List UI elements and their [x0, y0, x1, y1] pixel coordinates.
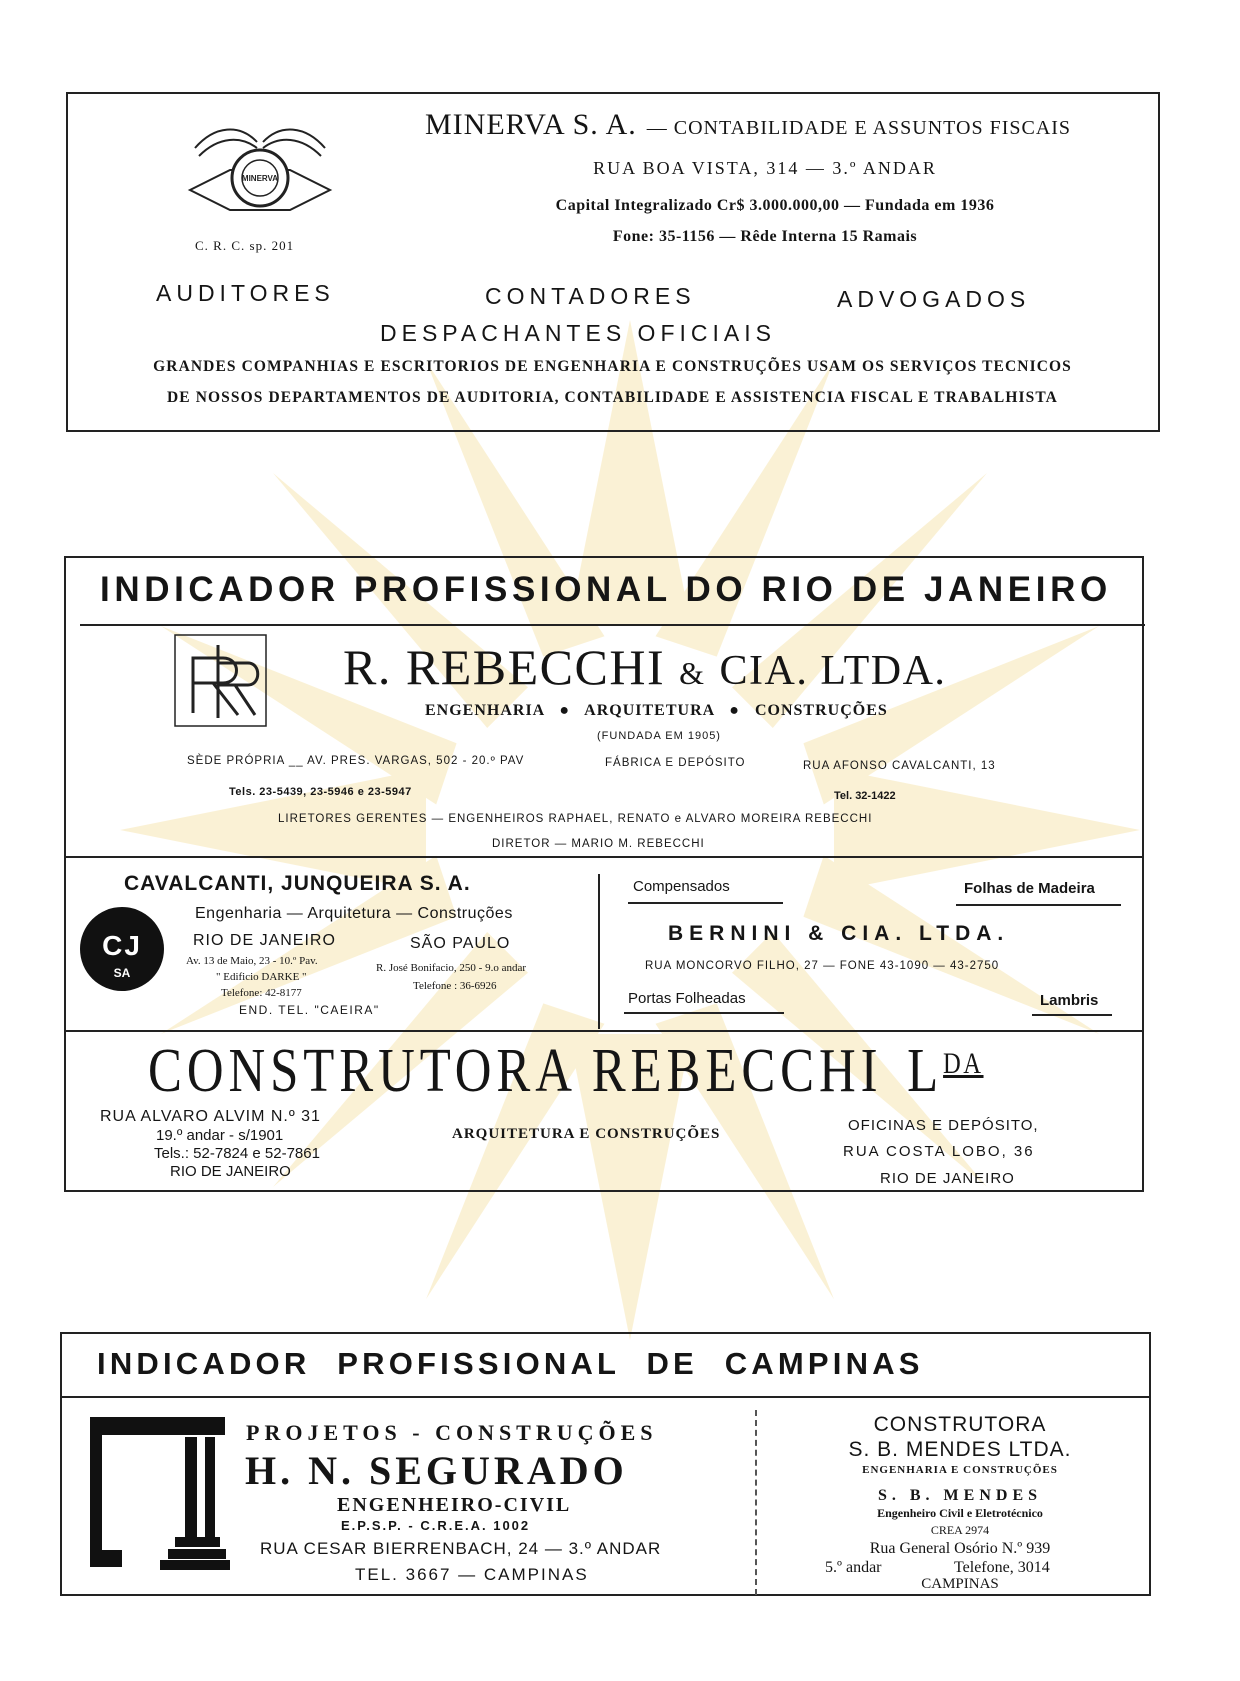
mendes-person: S. B. MENDES [877, 1487, 1043, 1504]
construtora-right-2: RUA COSTA LOBO, 36 [843, 1143, 1035, 1160]
mendes-company: S. B. MENDES LTDA. [848, 1438, 1072, 1461]
mendes-person-title: Engenheiro Civil e Eletrotécnico [877, 1506, 1043, 1520]
rebecchi-fabrica: FÁBRICA E DEPÓSITO [605, 757, 746, 769]
bernini-rule-top-right [956, 904, 1121, 906]
rebecchi-name [343, 638, 946, 696]
rebecchi-diretor: DIRETOR — MARIO M. REBECCHI [492, 838, 705, 850]
mendes-activities: ENGENHARIA E CONSTRUÇÕES [862, 1464, 1058, 1476]
rebecchi-founded: (FUNDADA EM 1905) [597, 730, 721, 742]
cavalcanti-rio-address: Av. 13 de Maio, 23 - 10.º Pav. [186, 955, 318, 967]
segurado-address: RUA CESAR BIERRENBACH, 24 — 3.º ANDAR [260, 1539, 662, 1558]
construtora-name: CONSTRUTORA REBECCHI [148, 1037, 883, 1105]
campinas-vertical-divider [755, 1410, 757, 1595]
bullet-2: ● [729, 702, 740, 719]
rebecchi-tel-fabrica: Tel. 32-1422 [834, 790, 896, 802]
cavalcanti-logo [78, 905, 166, 993]
mendes-crea: CREA 2974 [930, 1523, 990, 1537]
cavalcanti-sp-phone: Telefone : 36-6926 [413, 980, 497, 992]
service-advogados: ADVOGADOS [837, 286, 1031, 312]
construtora-left-4: RIO DE JANEIRO [170, 1163, 291, 1180]
cavalcanti-activities: Engenharia — Arquitetura — Construções [195, 905, 513, 922]
bernini-compensados: Compensados [633, 878, 730, 895]
minerva-address: RUA BOA VISTA, 314 — 3.º ANDAR [593, 158, 937, 178]
mendes-address: Rua General Osório N.º 939 [869, 1540, 1051, 1557]
minerva-name [425, 108, 1071, 142]
segurado-title: ENGENHEIRO-CIVIL [337, 1494, 572, 1516]
cavalcanti-sp-address: R. José Bonifacio, 250 - 9.o andar [376, 962, 526, 974]
mendes-construtora: CONSTRUTORA [873, 1413, 1047, 1436]
rebecchi-activities [425, 702, 888, 720]
service-contadores: CONTADORES [485, 283, 696, 309]
portico-logo [90, 1412, 230, 1572]
mendes-city: CAMPINAS [921, 1576, 999, 1592]
minerva-desc-2: DE NOSSOS DEPARTAMENTOS DE AUDITORIA, CONTABILIDADE E ASSISTENCIA FISCAL E TRABALHISTA [167, 389, 1058, 406]
bernini-rule-bottom-right [1032, 1014, 1112, 1016]
cavalcanti-name: CAVALCANTI, JUNQUEIRA S. A. [124, 872, 471, 895]
mendes-phone: Telefone, 3014 [954, 1559, 1050, 1576]
minerva-logo [185, 110, 335, 215]
construtora-suffix-da: DA [943, 1047, 984, 1080]
bernini-rule-top-left [628, 902, 783, 904]
cavalcanti-rio-phone: Telefone: 42-8177 [221, 987, 302, 999]
activity-engenharia: ENGENHARIA [425, 702, 545, 719]
cavalcanti-divider [66, 1030, 1144, 1032]
bernini-name: BERNINI & CIA. LTDA. [668, 922, 1010, 945]
minerva-tagline: — CONTABILIDADE E ASSUNTOS FISCAIS [646, 117, 1072, 139]
rebecchi-tels-sede: Tels. 23-5439, 23-5946 e 23-5947 [229, 786, 412, 798]
crc-label: C. R. C. sp. 201 [195, 238, 295, 253]
segurado-projetos: PROJETOS - CONSTRUÇÕES [246, 1420, 658, 1445]
campinas-header-rule [60, 1396, 1151, 1398]
rebecchi-fabrica-address: RUA AFONSO CAVALCANTI, 13 [803, 760, 996, 772]
construtora-right-3: RIO DE JANEIRO [880, 1170, 1015, 1187]
rebecchi-cia: CIA. LTDA. [719, 648, 947, 694]
svg-text:CJ: CJ [102, 930, 142, 961]
bernini-lambris: Lambris [1040, 992, 1099, 1009]
rebecchi-monogram [173, 633, 268, 728]
activity-arquitetura: ARQUITETURA [584, 702, 715, 719]
construtora-left-1: RUA ALVARO ALVIM N.º 31 [100, 1108, 321, 1125]
segurado-registration: E.P.S.P. - C.R.E.A. 1002 [341, 1518, 531, 1533]
rebecchi-sede: SÈDE PRÓPRIA __ AV. PRES. VARGAS, 502 - 20.º PAV [187, 755, 525, 767]
despachantes-oficiais: DESPACHANTES OFICIAIS [380, 320, 776, 346]
rio-header-rule [80, 624, 1145, 626]
bernini-address: RUA MONCORVO FILHO, 27 — FONE 43-1090 — 43-2750 [645, 960, 1000, 972]
activity-construcoes: CONSTRUÇÕES [754, 702, 888, 719]
rebecchi-diretores: LIRETORES GERENTES — ENGENHEIROS RAPHAEL, RENATO e ALVARO MOREIRA REBECCHI [278, 813, 873, 825]
construtora-right-1: OFICINAS E DEPÓSITO, [848, 1117, 1039, 1134]
minerva-desc-1: GRANDES COMPANHIAS E ESCRITORIOS DE ENGENHARIA E CONSTRUÇÕES USAM OS SERVIÇOS TECNICOS [153, 358, 1072, 375]
construtora-center: ARQUITETURA E CONSTRUÇÕES [452, 1126, 721, 1142]
rebecchi-name-main: R. REBECCHI [343, 639, 666, 695]
svg-text:MINERVA: MINERVA [241, 174, 279, 183]
construtora-rebecchi-title [148, 1036, 984, 1107]
construtora-left-3: Tels.: 52-7824 e 52-7861 [154, 1145, 320, 1162]
rebecchi-divider [66, 856, 1144, 858]
bernini-folhas: Folhas de Madeira [964, 880, 1095, 897]
minerva-capital: Capital Integralizado Cr$ 3.000.000,00 — Fundada em 1936 [555, 197, 995, 214]
campinas-header: INDICADOR PROFISSIONAL DE CAMPINAS [97, 1346, 924, 1381]
mendes-floor: 5.º andar [825, 1559, 882, 1576]
minerva-title: MINERVA S. A. [425, 108, 637, 141]
rebecchi-amp: & [679, 655, 706, 691]
minerva-phone: Fone: 35-1156 — Rêde Interna 15 Ramais [612, 228, 918, 245]
cavalcanti-rio-building: " Edificio DARKE " [216, 971, 307, 983]
construtora-left-2: 19.º andar - s/1901 [156, 1127, 284, 1144]
bullet-1: ● [559, 702, 571, 719]
middle-vertical-divider [598, 874, 600, 1029]
svg-text:SA: SA [113, 966, 131, 980]
bernini-rule-bottom-left [624, 1012, 784, 1014]
cavalcanti-telegraph: END. TEL. "CAEIRA" [239, 1003, 380, 1017]
segurado-name: H. N. SEGURADO [245, 1448, 628, 1493]
service-auditores: AUDITORES [156, 280, 335, 306]
bernini-portas: Portas Folheadas [628, 990, 746, 1007]
construtora-suffix-l: L [907, 1037, 944, 1105]
cavalcanti-city-sp: SÃO PAULO [410, 935, 511, 952]
rio-header: INDICADOR PROFISSIONAL DO RIO DE JANEIRO [100, 570, 1112, 609]
cavalcanti-city-rio: RIO DE JANEIRO [193, 932, 336, 949]
segurado-tel: TEL. 3667 — CAMPINAS [355, 1565, 589, 1584]
